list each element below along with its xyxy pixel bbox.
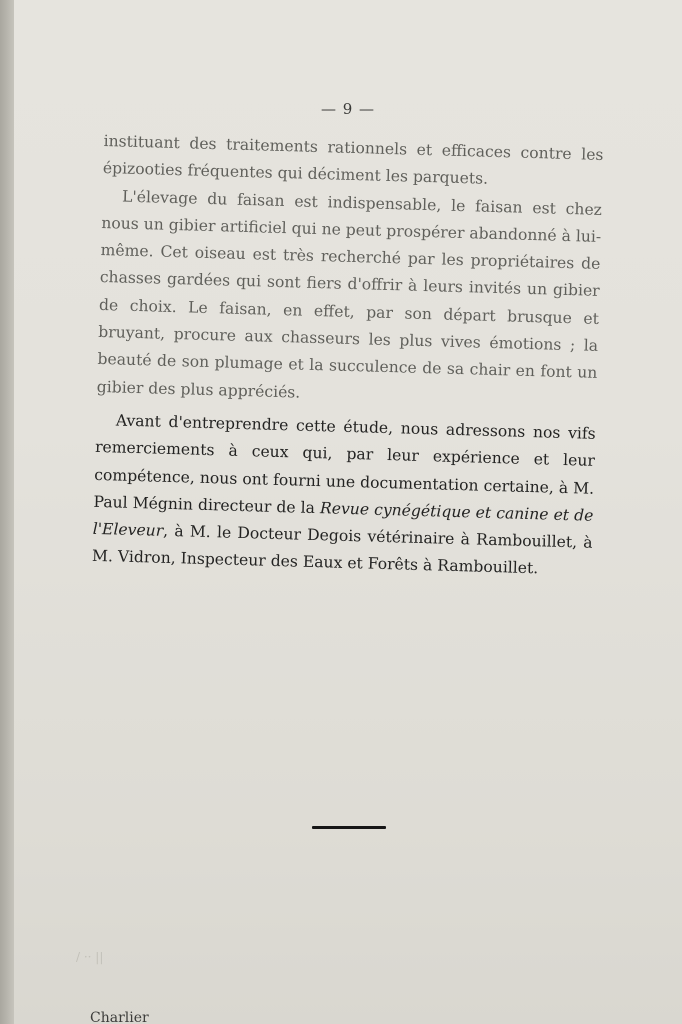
paragraph-1: instituant des traitements rationnels et efficaces contre les épizooties fréquentes qui déciment les parquets. xyxy=(102,131,604,189)
paragraph-2: L'élevage du faisan est indispensable, le faisan est chez nous un gibier artificiel qui ne peut prospérer abandonné à lui-même. Cet oiseau est très recherché par les propriétaires de chasses gardées qui sont fiers d'offrir à leurs invités un gibier de choix. Le faisan, en effet, par son départ brusque et bruyant, procure aux chasseurs les plus vives émotions ; la beauté de son plumage et la succulence de sa chair en font un gibier des plus appréciés. xyxy=(96,187,603,402)
bottom-text: Charlier xyxy=(90,1010,149,1024)
body-text xyxy=(92,128,604,585)
page-number: — 9 — xyxy=(320,100,376,118)
paragraph-3-start: Avant d'entreprendre cette étude, nous adressons nos vifs remerciements à ceux qui, par leur expérience et leur compétence, nous ont fourni une documentation certaine, à M. Paul Mégnin directeur de la xyxy=(93,411,596,518)
book-page xyxy=(14,0,682,1024)
end-rule xyxy=(312,826,386,829)
paragraph-3-end: , à M. le Docteur Degois vétérinaire à Rambouillet, à M. Vidron, Inspecteur des Eaux et Forêts à Rambouillet. xyxy=(91,521,593,578)
faint-mark: / ·· || xyxy=(76,950,104,964)
journal-title: Revue cynégétique et canine et de l'Eleveur xyxy=(92,499,594,540)
paragraph-3 xyxy=(92,407,596,585)
